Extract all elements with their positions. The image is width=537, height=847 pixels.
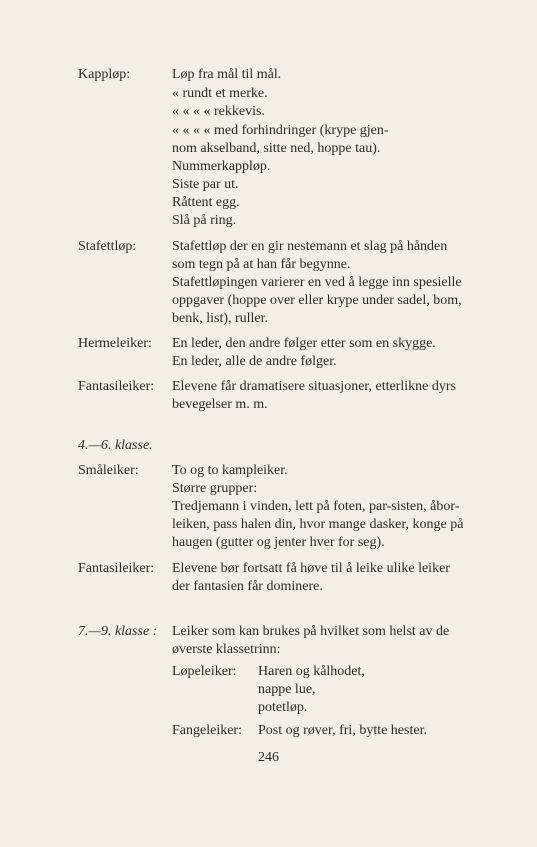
fantasi1-line-1: Elevene får dramatisere situasjoner, etterlikne dyrs: [172, 379, 456, 394]
smaa-line-1: To og to kampleiker.: [172, 463, 288, 478]
smaa-line-4: leiken, pass halen din, hvor mange dasker, konge på: [172, 517, 464, 532]
fantasi2-line-1: Elevene bør fortsatt få høve til å leike ulike leiker: [172, 561, 450, 576]
kapplop-label: Kappløp:: [78, 67, 131, 82]
fangeleiker-text: Post og røver, fri, bytte hester.: [258, 723, 427, 738]
kapplop-line-2: « rundt et merke.: [172, 86, 268, 101]
herme-label: Hermeleiker:: [78, 336, 152, 351]
lopeleiker-label: Løpeleiker:: [172, 664, 237, 679]
fantasi2-line-2: der fantasien får dominere.: [172, 579, 323, 594]
fantasi2-label: Fantasileiker:: [78, 561, 155, 576]
kapplop-line-7: Siste par ut.: [172, 177, 239, 192]
stafett-line-5: benk, list), ruller.: [172, 311, 269, 326]
lopeleiker-line-3: potetløp.: [258, 700, 308, 715]
fantasi1-line-2: bevegelser m. m.: [172, 397, 268, 412]
herme-line-1: En leder, den andre følger etter som en skygge.: [172, 336, 436, 351]
kapplop-line-8: Råttent egg.: [172, 195, 240, 210]
stafett-line-3: Stafettløpingen varierer en ved å legge inn spesielle: [172, 275, 462, 290]
fangeleiker-label: Fangeleiker:: [172, 723, 242, 738]
lopeleiker-line-1: Haren og kålhodet,: [258, 664, 365, 679]
kapplop-line-1: Løp fra mål til mål.: [172, 67, 282, 82]
kapplop-line-3: « « « « rekkevis.: [172, 104, 265, 119]
kapplop-line-4: « « « « med forhindringer (krype gjen-: [172, 123, 389, 138]
stafett-line-1: Stafettløp der en gir nestemann et slag på hånden: [172, 239, 448, 254]
smaa-line-2: Større grupper:: [172, 481, 258, 496]
herme-line-2: En leder, alle de andre følger.: [172, 354, 337, 369]
smaa-label: Småleiker:: [78, 463, 139, 478]
klasse-7-9-line-2: øverste klassetrinn:: [172, 642, 281, 657]
kapplop-line-9: Slå på ring.: [172, 213, 237, 228]
fantasi1-label: Fantasileiker:: [78, 379, 155, 394]
section-heading-7-9: 7.—9. klasse :: [78, 624, 158, 639]
section-heading-4-6: 4.—6. klasse.: [78, 438, 153, 453]
smaa-line-3: Tredjemann i vinden, lett på foten, par-sisten, åbor-: [172, 499, 460, 514]
stafett-line-2: som tegn på at han får begynne.: [172, 257, 351, 272]
smaa-line-5: haugen (gutter og jenter hver for seg).: [172, 535, 385, 550]
klasse-7-9-line-1: Leiker som kan brukes på hvilket som helst av de: [172, 624, 450, 639]
page-number: 246: [258, 750, 279, 765]
kapplop-line-6: Nummerkappløp.: [172, 159, 271, 174]
stafett-label: Stafettløp:: [78, 239, 137, 254]
stafett-line-4: oppgaver (hoppe over eller krype under sadel, bom,: [172, 293, 462, 308]
lopeleiker-line-2: nappe lue,: [258, 682, 316, 697]
kapplop-line-5: nom akselband, sitte ned, hoppe tau).: [172, 141, 381, 156]
